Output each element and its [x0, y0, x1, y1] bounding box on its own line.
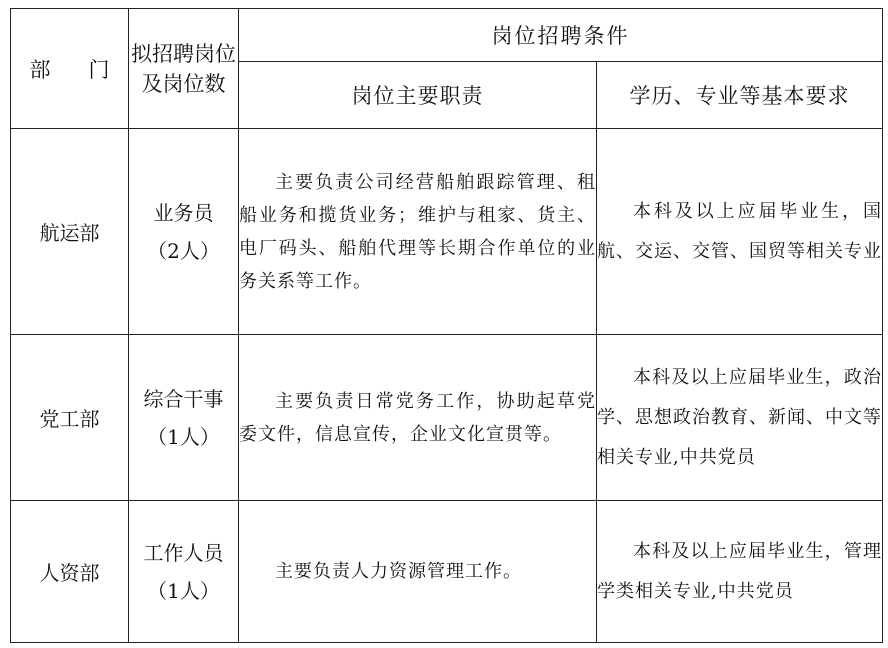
- department-cell: 人资部: [11, 501, 129, 643]
- header-row-top: [11, 9, 883, 62]
- position-cell: 综合干事（1人）: [129, 335, 239, 501]
- position-count: （2人）: [147, 238, 220, 263]
- requirements-cell: 本科及以上应届毕业生，政治学、思想政治教育、新闻、中文等相关专业,中共党员: [597, 335, 883, 501]
- requirements-cell: 本科及以上应届毕业生，管理学类相关专业,中共党员: [597, 501, 883, 643]
- recruitment-table: [10, 8, 883, 643]
- duties-cell: 主要负责人力资源管理工作。: [239, 501, 597, 643]
- header-duties: 岗位主要职责: [239, 62, 597, 129]
- position-cell: 工作人员（1人）: [129, 501, 239, 643]
- department-cell: 党工部: [11, 335, 129, 501]
- header-department: [11, 9, 148, 129]
- table-row: [11, 501, 883, 643]
- duties-cell: 主要负责日常党务工作，协助起草党委文件，信息宣传，企业文化宣贯等。: [239, 335, 597, 501]
- header-department-label: 部门: [29, 57, 148, 82]
- table-row: [11, 129, 883, 335]
- table-row: [11, 335, 883, 501]
- header-conditions: 岗位招聘条件: [239, 9, 883, 62]
- department-cell: 航运部: [11, 129, 129, 335]
- header-requirements: 学历、专业等基本要求: [597, 62, 883, 129]
- header-position: 拟招聘岗位及岗位数: [129, 9, 239, 129]
- position-cell: [129, 129, 239, 335]
- requirements-cell: 本科及以上应届毕业生，国航、交运、交管、国贸等相关专业: [597, 129, 883, 335]
- duties-cell: 主要负责公司经营船舶跟踪管理、租船业务和揽货业务；维护与租家、货主、电厂码头、船舶代理等长期合作单位的业务关系等工作。: [239, 129, 597, 335]
- position-title: 业务员: [153, 200, 214, 225]
